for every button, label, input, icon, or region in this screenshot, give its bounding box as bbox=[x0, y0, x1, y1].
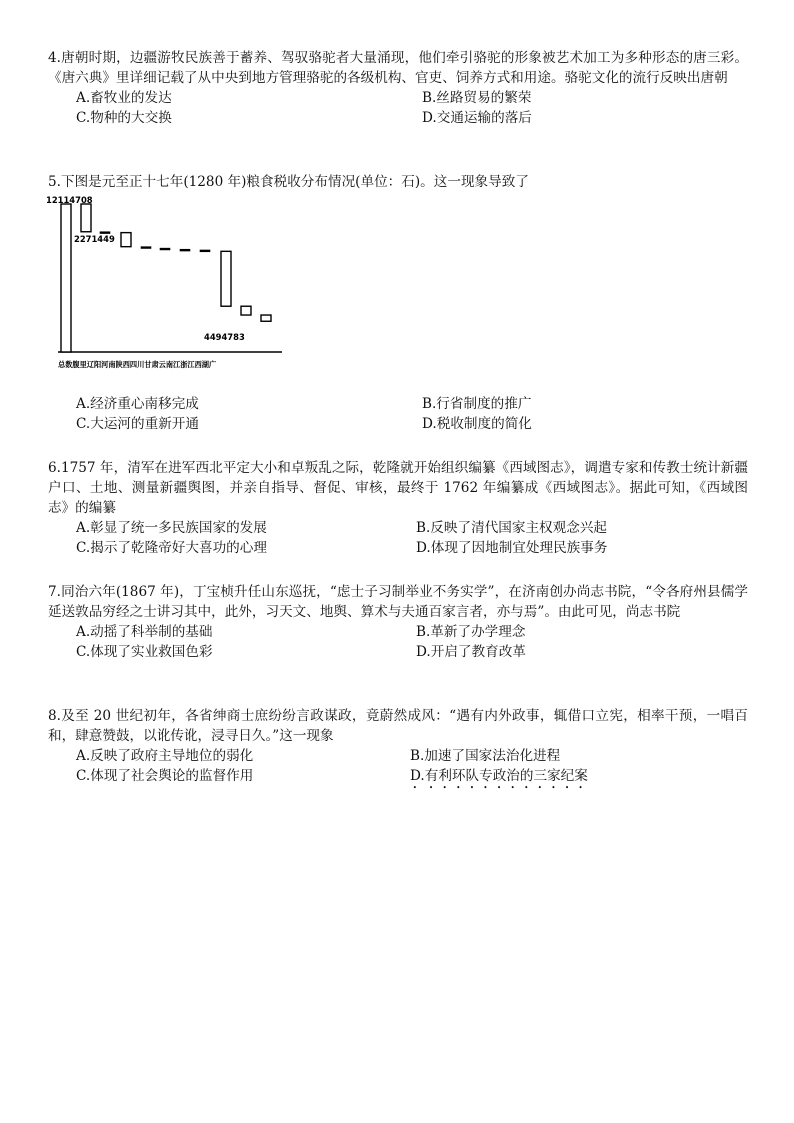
option-d[interactable]: D.开启了教育改革 bbox=[416, 644, 526, 660]
option-a[interactable]: A.经济重心南移完成 bbox=[76, 396, 199, 412]
bar-总数 bbox=[61, 204, 71, 352]
data-label-腹里: 2271449 bbox=[74, 234, 115, 244]
option-c[interactable]: C.揭示了乾隆帝好大喜功的心理 bbox=[76, 540, 267, 556]
options bbox=[76, 518, 748, 558]
bar-河南 bbox=[121, 233, 131, 247]
option-c[interactable]: C.物种的大交换 bbox=[76, 110, 172, 126]
question-stem: 4.唐朝时期，边疆游牧民族善于蓄养、驾驭骆驼者大量涌现，他们牵引骆驼的形象被艺术加工为多种形态的唐三彩。《唐六典》里详细记载了从中央到地方管理骆驼的各级机构、官吏、饲养方式和用途。骆驼文化的流行反映出唐朝 bbox=[48, 50, 748, 86]
options bbox=[76, 622, 748, 662]
option-a[interactable]: A.彰显了统一多民族国家的发展 bbox=[76, 520, 267, 536]
question-stem: 6.1757 年，清军在进军西北平定大小和卓叛乱之际，乾隆就开始组织编纂《西域图志》，调遣专家和传教士统计新疆户口、土地、测量新疆舆图，并亲自指导、督促、审核，最终于 1762 年编纂成《西域图志》。据此可知，《西域图志》的编纂 bbox=[48, 460, 748, 516]
question-6 bbox=[48, 458, 748, 558]
bar-江浙 bbox=[221, 251, 231, 306]
option-b[interactable]: B.反映了清代国家主权观念兴起 bbox=[416, 520, 608, 536]
bar-湖广 bbox=[261, 315, 271, 321]
option-b[interactable]: B.丝路贸易的繁荣 bbox=[422, 90, 532, 106]
question-7 bbox=[48, 582, 748, 662]
option-b[interactable]: B.行省制度的推广 bbox=[422, 396, 532, 412]
bar-云南 bbox=[200, 250, 210, 252]
bar-腹里 bbox=[81, 204, 91, 232]
option-b[interactable]: B.革新了办学理念 bbox=[416, 624, 526, 640]
options bbox=[76, 88, 748, 128]
options bbox=[76, 394, 748, 434]
option-d[interactable]: D.体现了因地制宜处理民族事务 bbox=[416, 540, 608, 556]
option-c[interactable]: C.体现了社会舆论的监督作用 bbox=[76, 768, 254, 784]
bar-江西 bbox=[241, 306, 251, 315]
option-d[interactable]: D.交通运输的落后 bbox=[422, 110, 532, 126]
question-5 bbox=[48, 172, 748, 192]
grain-tax-chart bbox=[44, 192, 294, 372]
option-b[interactable]: B.加速了国家法治化进程 bbox=[410, 748, 561, 764]
data-label-总数: 12114708 bbox=[46, 195, 93, 205]
question-stem: 8.及至 20 世纪初年，各省绅商士庶纷纷言政谋政，竟蔚然成风：“遇有内外政事，辄借口立宪，相率干预，一唱百和，肆意赞鼓，以讹传讹，浸寻日久。”这一现象 bbox=[48, 708, 748, 744]
options bbox=[76, 746, 748, 786]
option-a[interactable]: A.畜牧业的发达 bbox=[76, 90, 172, 106]
question-5-options bbox=[48, 394, 748, 434]
question-8 bbox=[48, 706, 748, 786]
bar-四川 bbox=[160, 248, 170, 250]
question-4 bbox=[48, 48, 748, 128]
option-a[interactable]: A.动摇了科举制的基础 bbox=[76, 624, 213, 640]
data-label-江浙: 4494783 bbox=[204, 332, 245, 342]
option-d[interactable]: D.税收制度的简化 bbox=[422, 416, 532, 432]
question-stem: 7.同治六年(1867 年)，丁宝桢升任山东巡抚，“虑士子习制举业不务实学”，在济南创办尚志书院，“令各府州县儒学延送敦品穷经之士讲习其中，此外，习天文、地舆、算术与夫通百家言者，亦与焉”。由此可见，尚志书院 bbox=[48, 584, 748, 620]
x-tick-labels: 总数腹里辽阳河南陕西四川甘肃云南江浙江西湖广 bbox=[58, 360, 217, 369]
bar-陕西 bbox=[141, 247, 151, 249]
option-c[interactable]: C.大运河的重新开通 bbox=[76, 416, 199, 432]
option-a[interactable]: A.反映了政府主导地位的弱化 bbox=[76, 748, 254, 764]
bar-甘肃 bbox=[180, 249, 190, 251]
question-stem: 5.下图是元至正十七年(1280 年)粮食税收分布情况(单位：石)。这一现象导致了 bbox=[48, 174, 529, 190]
option-c[interactable]: C.体现了实业救国色彩 bbox=[76, 644, 213, 660]
option-d[interactable]: D.有利环队专政治的三家纪案 bbox=[410, 768, 588, 784]
